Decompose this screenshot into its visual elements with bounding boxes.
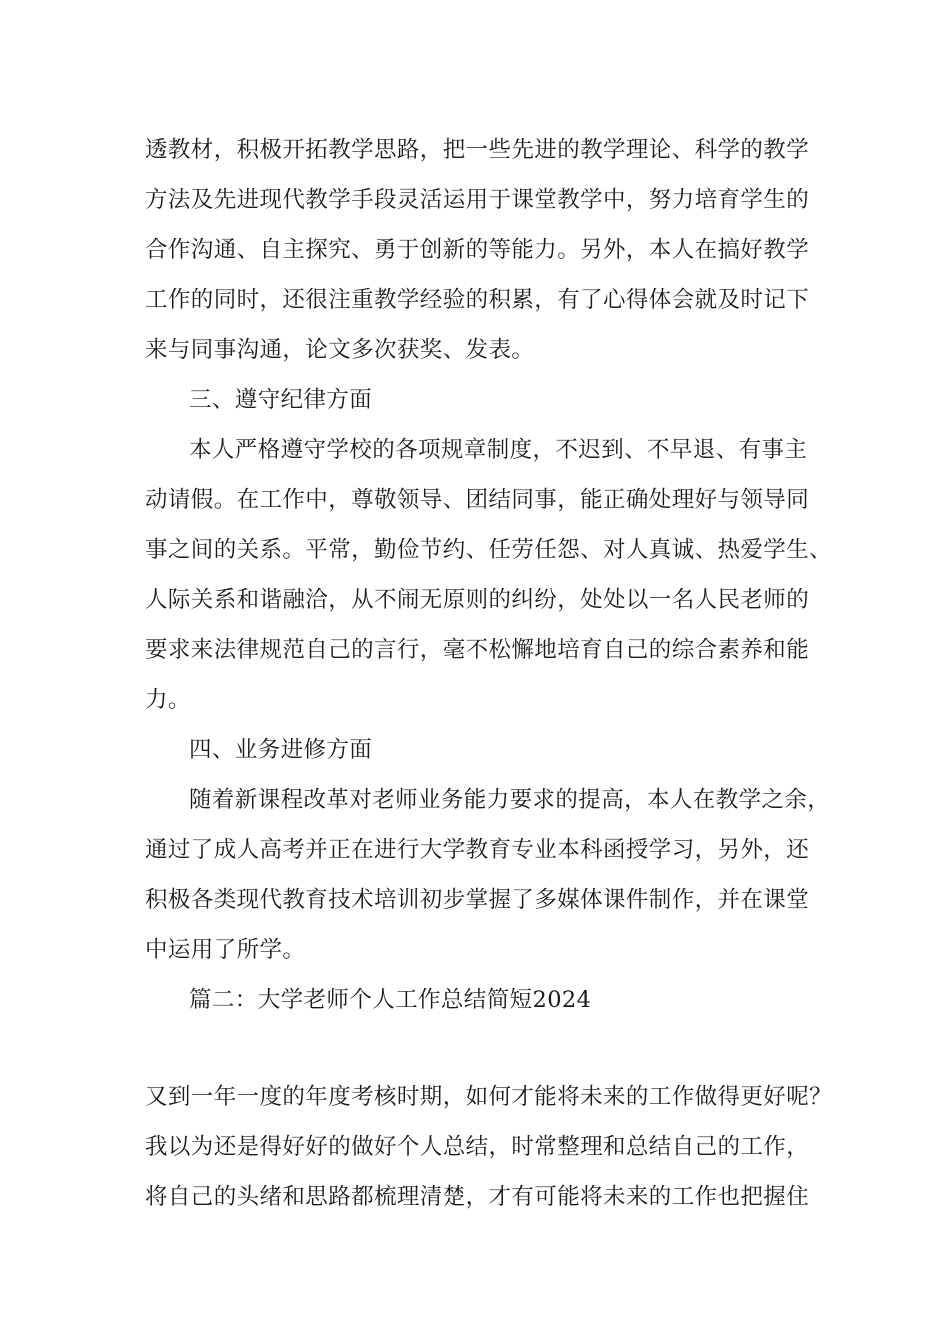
paragraph-line: 工作的同时，还很注重教学经验的积累，有了心得体会就及时记下 bbox=[145, 287, 810, 313]
paragraph-line: 事之间的关系。平常，勤俭节约、任劳任怨、对人真诚、热爱学生、 bbox=[145, 537, 833, 563]
paragraph-line: 我以为还是得好好的做好个人总结，时常整理和总结自己的工作， bbox=[145, 1134, 810, 1160]
paragraph-line: 方法及先进现代教学手段灵活运用于课堂教学中，努力培育学生的 bbox=[145, 187, 810, 213]
paragraph-line: 将自己的头绪和思路都梳理清楚，才有可能将未来的工作也把握住 bbox=[145, 1184, 810, 1210]
paragraph-line: 又到一年一度的年度考核时期，如何才能将未来的工作做得更好呢？ bbox=[145, 1084, 833, 1110]
part-title: 篇二：大学老师个人工作总结简短2024 bbox=[189, 987, 592, 1013]
paragraph-line: 人际关系和谐融洽，从不闹无原则的纠纷，处处以一名人民老师的 bbox=[145, 587, 810, 613]
paragraph-line: 本人严格遵守学校的各项规章制度，不迟到、不早退、有事主 bbox=[189, 437, 808, 463]
paragraph-line: 随着新课程改革对老师业务能力要求的提高，本人在教学之余， bbox=[189, 787, 831, 813]
paragraph-line: 动请假。在工作中，尊敬领导、团结同事，能正确处理好与领导同 bbox=[145, 487, 810, 513]
paragraph-line: 要求来法律规范自己的言行，毫不松懈地培育自己的综合素养和能 bbox=[145, 637, 810, 663]
paragraph-line: 来与同事沟通，论文多次获奖、发表。 bbox=[145, 337, 535, 363]
paragraph-line: 中运用了所学。 bbox=[145, 937, 306, 963]
paragraph-line: 通过了成人高考并正在进行大学教育专业本科函授学习，另外，还 bbox=[145, 837, 810, 863]
paragraph-line: 合作沟通、自主探究、勇于创新的等能力。另外，本人在搞好教学 bbox=[145, 237, 810, 263]
paragraph-line: 力。 bbox=[145, 687, 191, 713]
section-heading: 三、遵守纪律方面 bbox=[189, 387, 373, 413]
section-heading: 四、业务进修方面 bbox=[189, 737, 373, 763]
paragraph-line: 积极各类现代教育技术培训初步掌握了多媒体课件制作，并在课堂 bbox=[145, 887, 810, 913]
paragraph-line: 透教材，积极开拓教学思路，把一些先进的教学理论、科学的教学 bbox=[145, 137, 810, 163]
